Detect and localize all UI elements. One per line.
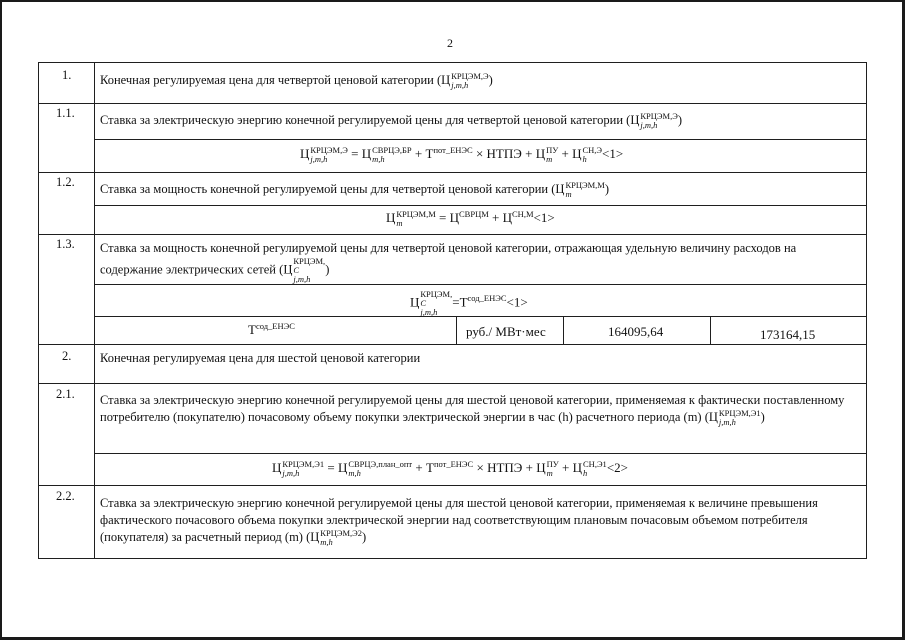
symbol: Т — [248, 322, 256, 337]
row-text: Ставка за мощность конечной регулируемой цены для четвертой ценовой категории (Ц КРЦЭМ,М m ) — [100, 180, 609, 200]
operator: + — [415, 460, 423, 475]
row-label: Ставка за мощность конечной регулируемой цены для четвертой ценовой категории — [100, 182, 549, 196]
row-divider — [38, 383, 867, 384]
formula-1-3 — [410, 290, 528, 317]
superscript: КРЦЭМ,Э2 — [320, 528, 362, 539]
superscript: СН,Э — [582, 145, 603, 156]
symbol: Ц — [361, 146, 372, 161]
subscript: m,h — [372, 154, 385, 165]
row-text: Конечная регулируемая цена для четвертой ценовой категории (Ц КРЦЭМ,Э j,m,h ) — [100, 71, 493, 91]
formula-2-1 — [272, 460, 628, 478]
row-divider — [38, 344, 867, 345]
row-divider — [94, 139, 867, 140]
superscript: КРЦЭМ,Э1 — [282, 459, 325, 470]
scan-border-left — [0, 0, 2, 640]
cell-divider — [563, 316, 564, 344]
symbol: Ц — [536, 460, 546, 475]
symbol: Ц — [572, 460, 583, 475]
cell-unit: руб./ МВт·мес — [466, 324, 546, 339]
superscript: пот_ЕНЭС — [433, 459, 474, 469]
row-label: Конечная регулируемая цена для четвертой ценовой категории — [100, 73, 434, 87]
symbol: Ц — [502, 210, 513, 225]
operator: + — [525, 460, 533, 475]
superscript: СВРЦМ — [459, 209, 489, 219]
symbol: Ц — [337, 460, 348, 475]
subscript: j,m,h — [293, 274, 311, 284]
footnote-ref: <1> — [602, 146, 624, 161]
row-text: Конечная регулируемая цена для шестой ценовой категории — [100, 351, 421, 365]
row-label: Ставка за электрическую энергию конечной регулируемой цены для шестой ценовой категории, применяемая к фактически поставленному потребителю (покупателю) почасовому объему покупки электрической энергии в час (h) расчетного периода (m) — [100, 393, 845, 424]
symbol: Ц — [630, 113, 640, 127]
cell-divider — [710, 316, 711, 344]
row-divider — [94, 453, 867, 454]
operator: = — [327, 460, 335, 475]
cell-value-1: 164095,64 — [608, 324, 664, 339]
subscript: j,m,h — [420, 307, 438, 317]
scan-border-top — [0, 0, 905, 2]
symbol: НТПЭ — [487, 460, 523, 475]
symbol: Ц — [572, 146, 582, 161]
row-number: 2.1. — [56, 387, 75, 401]
operator: + — [492, 210, 500, 225]
row-number: 2. — [62, 349, 72, 363]
row-number: 1.2. — [56, 175, 75, 189]
subscript: j,m,h — [718, 417, 736, 428]
row-label: Ставка за мощность конечной регулируемой цены для четвертой ценовой категории, отражающая удельную величину расходов на содержание электрических сетей — [100, 241, 797, 277]
operator: + — [561, 146, 569, 161]
superscript: КРЦЭМ, — [293, 256, 326, 266]
footnote-ref: <1> — [533, 210, 555, 225]
row-divider — [94, 284, 867, 285]
table-border-bottom — [38, 558, 867, 559]
operator: × — [476, 460, 484, 475]
symbol: Т — [459, 294, 468, 310]
symbol: Ц — [300, 146, 310, 161]
table-border-top — [38, 62, 867, 63]
superscript: КРЦЭМ,Э1 — [718, 408, 761, 419]
operator: = — [351, 146, 359, 161]
operator: + — [562, 460, 570, 475]
symbol: Ц — [555, 182, 565, 196]
symbol: Ц — [449, 210, 460, 225]
formula-1-2 — [386, 210, 555, 228]
symbol: Ц — [272, 460, 282, 475]
superscript: сод_ЕНЭС — [467, 293, 507, 304]
subscript: m — [546, 468, 553, 479]
superscript: C — [293, 265, 300, 275]
symbol: Ц — [441, 73, 451, 87]
footnote-ref: <1> — [506, 294, 528, 310]
subscript: j,m,h — [282, 468, 300, 479]
superscript: СВРЦЭ,БР — [372, 145, 412, 156]
operator: = — [439, 210, 447, 225]
page-number: 2 — [447, 36, 453, 50]
symbol: Т — [426, 460, 434, 475]
operator: + — [525, 146, 533, 161]
symbol: Т — [425, 146, 434, 161]
subscript: j,m,h — [310, 154, 328, 165]
superscript: пот_ЕНЭС — [433, 145, 473, 155]
superscript: КРЦЭМ,Э — [640, 111, 678, 122]
row-divider — [38, 103, 867, 104]
cell-divider — [456, 316, 457, 344]
superscript: ПУ — [546, 145, 559, 156]
symbol: Ц — [283, 262, 293, 277]
symbol: НТПЭ — [486, 146, 522, 161]
superscript: СВРЦЭ,план_опт — [348, 459, 413, 470]
superscript: сод_ЕНЭС — [255, 321, 295, 331]
row-text: Ставка за электрическую энергию конечной регулируемой цены для четвертой ценовой категории (Ц КРЦЭМ,Э j,m,h ) — [100, 111, 682, 131]
row-divider — [38, 172, 867, 173]
superscript: КРЦЭМ,М — [565, 180, 605, 191]
row-number: 1.3. — [56, 237, 75, 251]
superscript: СН,Э1 — [583, 459, 607, 470]
subscript: j,m,h — [640, 120, 658, 131]
cell-symbol — [248, 322, 295, 338]
cell-value-2: 173164,15 — [760, 327, 816, 342]
superscript: КРЦЭМ,Э — [451, 71, 489, 82]
subscript: m — [565, 189, 572, 200]
row-text: Ставка за мощность конечной регулируемой цены для четвертой ценовой категории, отражающая удельную величину расходов на содержание электрических сетей (Ц КРЦЭМ, C j,m,h ) — [100, 241, 797, 284]
row-divider — [38, 485, 867, 486]
subscript: h — [582, 154, 587, 165]
row-number: 1.1. — [56, 106, 75, 120]
operator: + — [414, 146, 423, 161]
symbol: Ц — [708, 410, 718, 424]
superscript: C — [420, 298, 427, 308]
superscript: КРЦЭМ, — [420, 289, 453, 299]
row-divider — [38, 234, 867, 235]
symbol: Ц — [410, 294, 420, 310]
subscript: m — [396, 218, 403, 229]
superscript: КРЦЭМ,М — [396, 209, 436, 220]
subscript: m,h — [320, 537, 333, 548]
subscript: m — [546, 154, 553, 165]
subscript: m,h — [348, 468, 361, 479]
subscript: j,m,h — [451, 80, 469, 91]
row-label: Ставка за электрическую энергию конечной регулируемой цены для четвертой ценовой категории — [100, 113, 624, 127]
superscript: СН,М — [512, 209, 534, 219]
row-number: 1. — [62, 68, 72, 82]
row-label: Ставка за электрическую энергию конечной регулируемой цены для шестой ценовой категории, применяемая к величине превышения фактического почасового объема покупки электрической энергии над соответствующим плановым почасовым объемом потребителя (покупателя) за расчетный период (m) — [100, 496, 818, 544]
row-text: Ставка за электрическую энергию конечной регулируемой цены для шестой ценовой категории, применяемая к величине превышения фактического почасового объема покупки электрической энергии над соответствующим плановым почасовым объемом потребителя (покупателя) за расчетный период (m) (Ц КРЦЭМ,Э2 m,h ) — [100, 496, 818, 548]
superscript: КРЦЭМ,Э — [310, 145, 348, 156]
row-number: 2.2. — [56, 489, 75, 503]
footnote-ref: <2> — [606, 460, 628, 475]
formula-1-1 — [300, 146, 623, 164]
superscript: ПУ — [546, 459, 559, 470]
symbol: Ц — [535, 146, 546, 161]
row-divider — [94, 205, 867, 206]
row-text: Ставка за электрическую энергию конечной регулируемой цены для шестой ценовой категории, применяемая к фактически поставленному потребителю (покупателю) почасовому объему покупки электрической энергии в час (h) расчетного периода (m) (Ц КРЦЭМ,Э1 j,m,h ) — [100, 393, 845, 428]
operator: = — [452, 294, 460, 310]
subscript: h — [583, 468, 588, 479]
symbol: Ц — [386, 210, 396, 225]
operator: × — [475, 146, 484, 161]
symbol: Ц — [310, 530, 320, 544]
